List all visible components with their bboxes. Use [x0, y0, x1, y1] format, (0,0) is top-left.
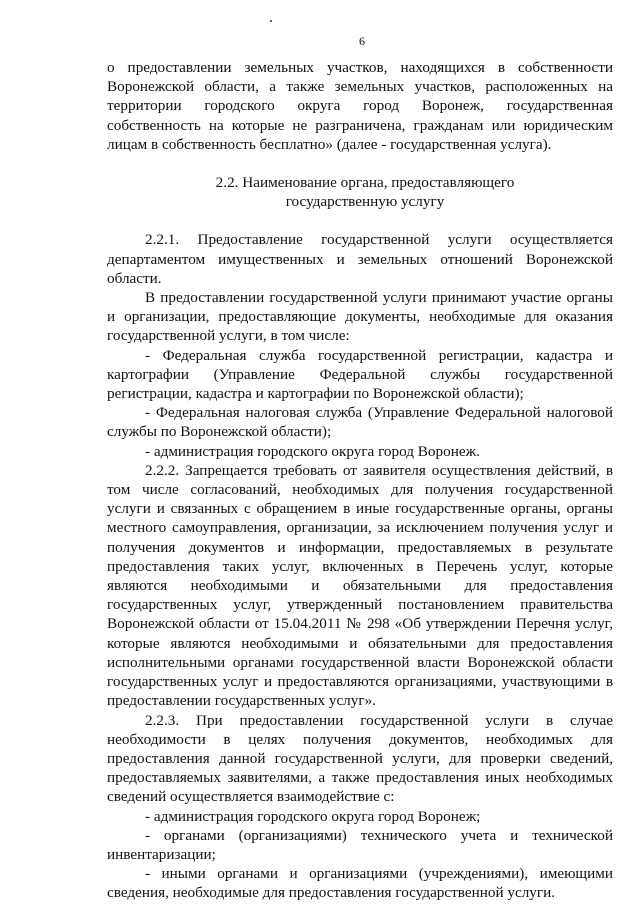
section-heading: [107, 173, 613, 211]
section-heading-line-2: государственную услугу: [285, 193, 445, 211]
list-item-technical-inventory: - органами (организациями) технического учета и технической инвентаризации;: [107, 826, 613, 863]
paragraph-2-2-1: 2.2.1. Предоставление государственной услуги осуществляется департаментом имущественных и земельных отношений Воронежской области.: [107, 231, 613, 287]
paragraph-intro: о предоставлении земельных участков, находящихся в собственности Воронежской области, а также земельных участков, расположенных на территории городского округа город Воронеж, государственная собственность на которые не разграничена, гражданам или юридическим лицам в собственность бесплатно» (далее - государственная услуга).: [107, 59, 613, 153]
list-item-rosreestr: - Федеральная служба государственной регистрации, кадастра и картографии (Управление Федеральной службы государственной регистрации, кадастра и картографии по Воронежской области);: [107, 346, 613, 403]
list-item-other-organizations: - иными органами и организациями (учреждениями), имеющими сведения, необходимые для предоставления государственной услуги.: [107, 865, 613, 902]
paragraph-2-2-2: 2.2.2. Запрещается требовать от заявителя осуществления действий, в том числе согласований, необходимых для получения государственной услуги и связанных с обращением в иные государственные органы, органы местного самоуправления, организации, за исключением получения услуг и получения документов и информации, предоставляемых в результате предоставления таких услуг, включенных в Перечень услуг, которые являются необходимыми и обязательными для предоставления государственных услуг, утвержденный постановлением правительства Воронежской области от 15.04.2011 № 298 «Об утверждении Перечня услуг, которые являются необходимыми и обязательными для предоставления исполнительными органами государственной власти Воронежской области государственных услуг и предоставляются организациями, участвующими в предоставлении государственных услуг».: [107, 461, 613, 710]
paragraph-2-2-3: 2.2.3. При предоставлении государственной услуги в случае необходимости в целях получения документов, необходимых для предоставления данной государственной услуги, для проверки сведений, предоставляемых заявителями, а также предоставления иных необходимых сведений осуществляется взаимодействие с:: [107, 711, 613, 806]
list-item-tax-service: - Федеральная налоговая служба (Управление Федеральной налоговой службы по Воронежской области);: [107, 404, 613, 441]
document-body: [107, 58, 613, 903]
section-heading-line-1: 2.2. Наименование органа, предоставляющего: [215, 174, 515, 192]
list-item-city-administration-2: - администрация городского округа город Воронеж;: [145, 807, 481, 825]
scan-speck: [270, 20, 272, 22]
page-number: 6: [359, 34, 365, 48]
list-item-city-administration: - администрация городского округа город Воронеж.: [145, 442, 480, 460]
paragraph-participants: В предоставлении государственной услуги принимают участие органы и организации, предоставляющие документы, необходимые для оказания государственной услуги, в том числе:: [107, 289, 613, 345]
